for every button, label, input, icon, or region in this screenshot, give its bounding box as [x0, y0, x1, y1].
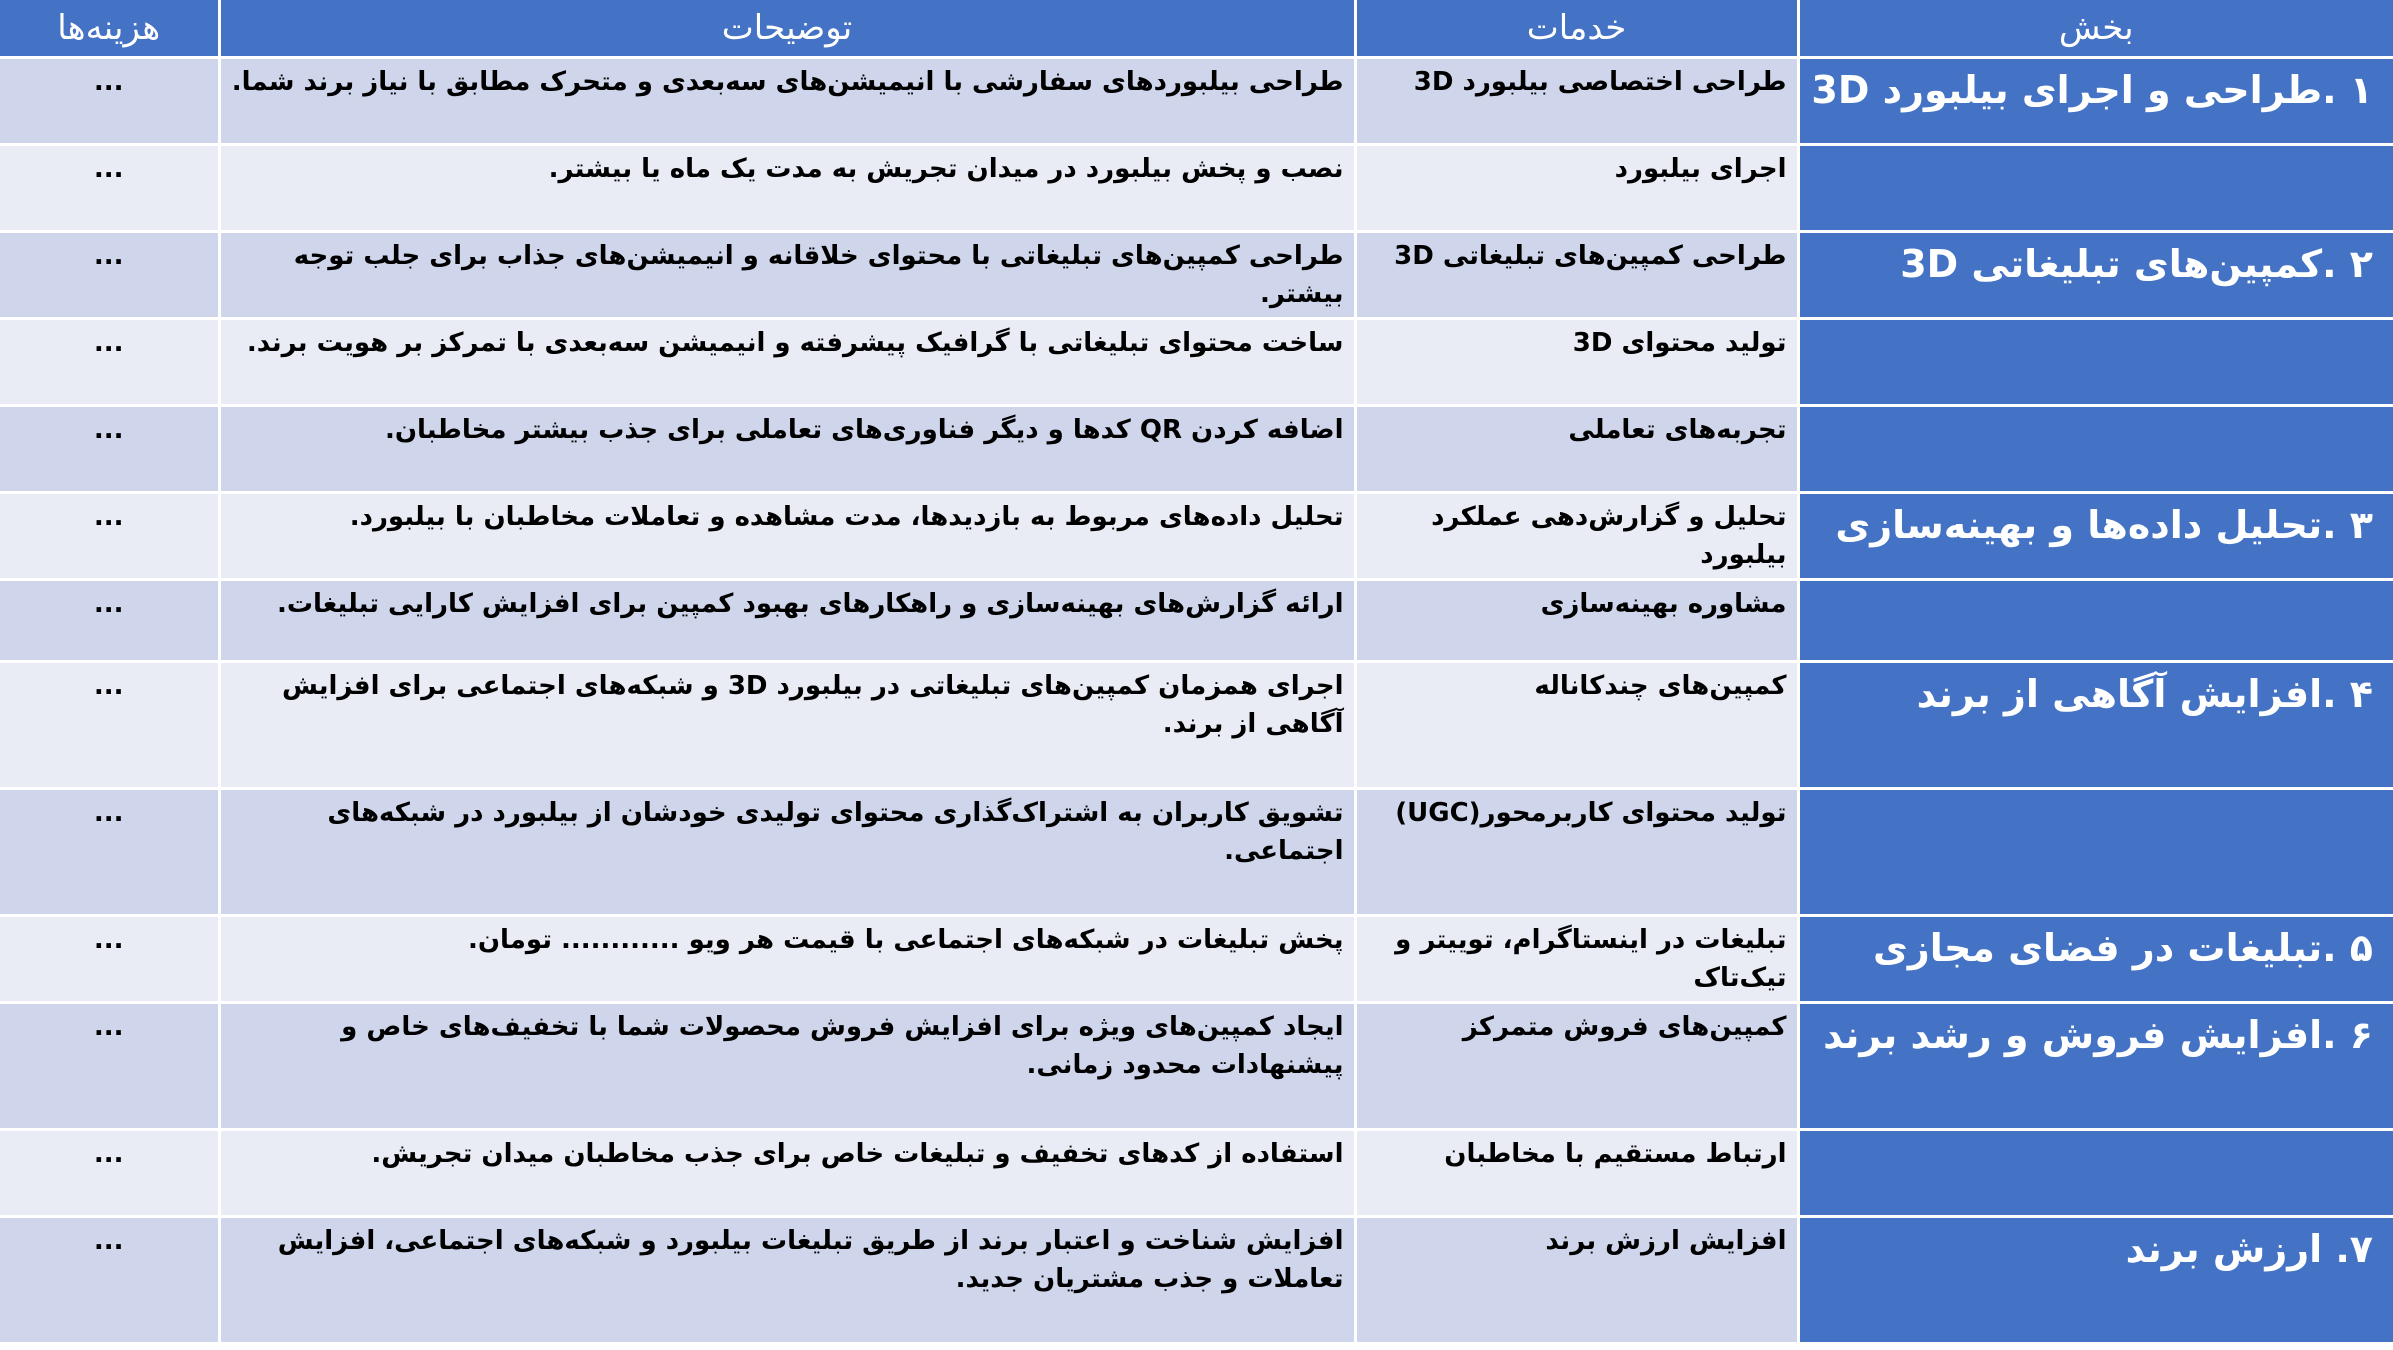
table-row — [0, 58, 2393, 145]
cost-cell: ... — [0, 319, 219, 406]
cost-cell: ... — [0, 232, 219, 319]
table-header — [0, 0, 2393, 58]
service-cell: تولید محتوای کاربرمحور(UGC) — [1355, 789, 1798, 916]
table-row — [0, 1217, 2393, 1344]
cost-cell: ... — [0, 789, 219, 916]
service-cell: اجرای بیلبورد — [1355, 145, 1798, 232]
description-cell: اضافه کردن QR کدها و دیگر فناوری‌های تعاملی برای جذب بیشتر مخاطبان. — [219, 406, 1355, 493]
section-cell: ۱ .طراحی و اجرای بیلبورد 3D — [1798, 58, 2393, 145]
table-row — [0, 406, 2393, 493]
header-description: توضیحات — [219, 0, 1355, 58]
section-cell — [1798, 580, 2393, 662]
service-cell: کمپین‌های چندکاناله — [1355, 662, 1798, 789]
section-cell: ۵ .تبلیغات در فضای مجازی — [1798, 916, 2393, 1003]
description-cell: پخش تبلیغات در شبکه‌های اجتماعی با قیمت هر ویو ............ تومان. — [219, 916, 1355, 1003]
section-cell — [1798, 145, 2393, 232]
section-cell: ۷. ارزش برند — [1798, 1217, 2393, 1344]
table-row — [0, 145, 2393, 232]
description-cell: ارائه گزارش‌های بهینه‌سازی و راهکارهای بهبود کمپین برای افزایش کارایی تبلیغات. — [219, 580, 1355, 662]
table-row — [0, 1003, 2393, 1130]
service-cell: مشاوره بهینه‌سازی — [1355, 580, 1798, 662]
section-cell — [1798, 319, 2393, 406]
cost-cell: ... — [0, 1003, 219, 1130]
description-cell: طراحی بیلبوردهای سفارشی با انیمیشن‌های سه‌بعدی و متحرک مطابق با نیاز برند شما. — [219, 58, 1355, 145]
table-row — [0, 662, 2393, 789]
description-cell: تحلیل داده‌های مربوط به بازدیدها، مدت مشاهده و تعاملات مخاطبان با بیلبورد. — [219, 493, 1355, 580]
cost-cell: ... — [0, 662, 219, 789]
description-cell: تشویق کاربران به اشتراک‌گذاری محتوای تولیدی خودشان از بیلبورد در شبکه‌های اجتماعی. — [219, 789, 1355, 916]
header-cost: هزینه‌ها — [0, 0, 219, 58]
section-cell: ۶ .افزایش فروش و رشد برند — [1798, 1003, 2393, 1130]
section-cell: ۲ .کمپین‌های تبلیغاتی 3D — [1798, 232, 2393, 319]
cost-cell: ... — [0, 580, 219, 662]
table-body — [0, 58, 2393, 1344]
description-cell: طراحی کمپین‌های تبلیغاتی با محتوای خلاقانه و انیمیشن‌های جذاب برای جلب توجه بیشتر. — [219, 232, 1355, 319]
section-cell: ۴ .افزایش آگاهی از برند — [1798, 662, 2393, 789]
service-cell: افزایش ارزش برند — [1355, 1217, 1798, 1344]
service-cell: تحلیل و گزارش‌دهی عملکرد بیلبورد — [1355, 493, 1798, 580]
table-row — [0, 580, 2393, 662]
section-cell — [1798, 406, 2393, 493]
section-cell: ۳ .تحلیل داده‌ها و بهینه‌سازی — [1798, 493, 2393, 580]
section-cell — [1798, 789, 2393, 916]
description-cell: استفاده از کدهای تخفیف و تبلیغات خاص برای جذب مخاطبان میدان تجریش. — [219, 1130, 1355, 1217]
description-cell: ساخت محتوای تبلیغاتی با گرافیک پیشرفته و انیمیشن سه‌بعدی با تمرکز بر هویت برند. — [219, 319, 1355, 406]
cost-cell: ... — [0, 1217, 219, 1344]
service-cell: طراحی اختصاصی بیلبورد 3D — [1355, 58, 1798, 145]
description-cell: افزایش شناخت و اعتبار برند از طریق تبلیغات بیلبورد و شبکه‌های اجتماعی، افزایش تعاملات و جذب مشتریان جدید. — [219, 1217, 1355, 1344]
table-row — [0, 232, 2393, 319]
cost-cell: ... — [0, 145, 219, 232]
table-row — [0, 916, 2393, 1003]
cost-cell: ... — [0, 916, 219, 1003]
cost-cell: ... — [0, 58, 219, 145]
table-row — [0, 1130, 2393, 1217]
service-cell: کمپین‌های فروش متمرکز — [1355, 1003, 1798, 1130]
table-row — [0, 493, 2393, 580]
description-cell: اجرای همزمان کمپین‌های تبلیغاتی در بیلبورد 3D و شبکه‌های اجتماعی برای افزایش آگاهی از برند. — [219, 662, 1355, 789]
description-cell: نصب و پخش بیلبورد در میدان تجریش به مدت یک ماه یا بیشتر. — [219, 145, 1355, 232]
header-row — [0, 0, 2393, 58]
section-cell — [1798, 1130, 2393, 1217]
cost-cell: ... — [0, 493, 219, 580]
table-row — [0, 789, 2393, 916]
header-service: خدمات — [1355, 0, 1798, 58]
table-row — [0, 319, 2393, 406]
service-cell: تجربه‌های تعاملی — [1355, 406, 1798, 493]
service-cell: تولید محتوای 3D — [1355, 319, 1798, 406]
description-cell: ایجاد کمپین‌های ویژه برای افزایش فروش محصولات شما با تخفیف‌های خاص و پیشنهادات محدود زمانی. — [219, 1003, 1355, 1130]
service-cell: طراحی کمپین‌های تبلیغاتی 3D — [1355, 232, 1798, 319]
service-cell: ارتباط مستقیم با مخاطبان — [1355, 1130, 1798, 1217]
cost-cell: ... — [0, 1130, 219, 1217]
cost-cell: ... — [0, 406, 219, 493]
header-section: بخش — [1798, 0, 2393, 58]
service-cell: تبلیغات در اینستاگرام، توییتر و تیک‌تاک — [1355, 916, 1798, 1003]
